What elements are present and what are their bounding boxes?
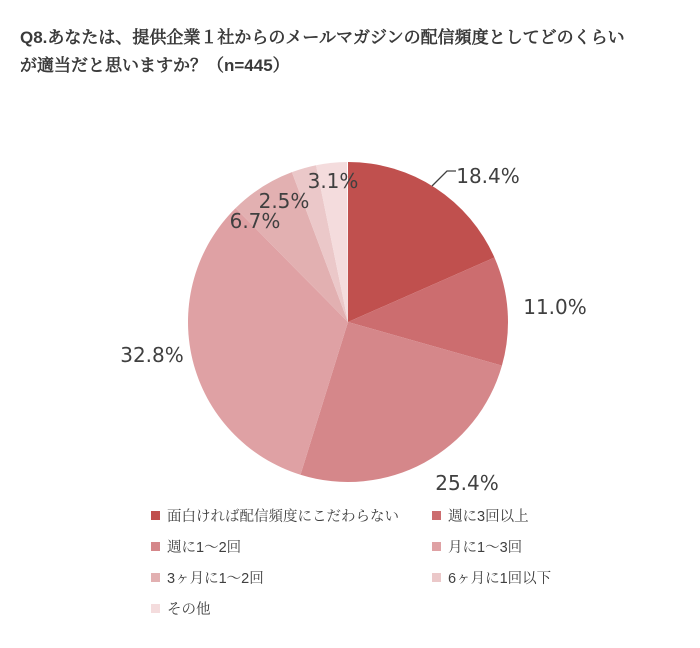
legend-label: その他 — [167, 602, 211, 618]
legend-item-1 — [432, 505, 551, 526]
legend-label: 週に3回以上 — [448, 509, 529, 525]
pie-value-label-4: 6.7% — [229, 209, 281, 233]
legend-label: 3ヶ月に1～2回 — [167, 571, 264, 587]
legend-item-4 — [151, 567, 432, 588]
legend-item-3 — [432, 536, 551, 557]
pie-value-label-2: 25.4% — [435, 471, 499, 495]
pie-value-label-6: 3.1% — [307, 169, 359, 193]
legend-swatch-icon — [432, 511, 441, 520]
legend-swatch-icon — [151, 511, 160, 520]
legend — [151, 500, 551, 624]
legend-swatch-icon — [151, 542, 160, 551]
pie-value-label-0: 18.4% — [456, 164, 520, 188]
legend-item-2 — [151, 536, 432, 557]
chart-title-line2: が適当だと思いますか？（n=445） — [20, 56, 290, 75]
legend-item-0 — [151, 505, 432, 526]
legend-swatch-icon — [151, 604, 160, 613]
legend-label: 週に1～2回 — [167, 540, 242, 556]
legend-label: 面白ければ配信頻度にこだわらない — [167, 509, 399, 525]
pie-value-label-1: 11.0% — [523, 295, 587, 319]
pie-value-label-3: 32.8% — [120, 343, 184, 367]
pie-value-label-5: 2.5% — [258, 189, 310, 213]
legend-swatch-icon — [432, 573, 441, 582]
legend-swatch-icon — [151, 573, 160, 582]
label-leader-line — [432, 171, 456, 186]
legend-swatch-icon — [432, 542, 441, 551]
legend-item-6 — [151, 598, 432, 619]
chart-title-line1: Q8.あなたは、提供企業１社からのメールマガジンの配信頻度としてどのくらい — [20, 28, 625, 47]
legend-label: 6ヶ月に1回以下 — [448, 571, 552, 587]
legend-label: 月に1～3回 — [448, 540, 523, 556]
legend-item-5 — [432, 567, 551, 588]
